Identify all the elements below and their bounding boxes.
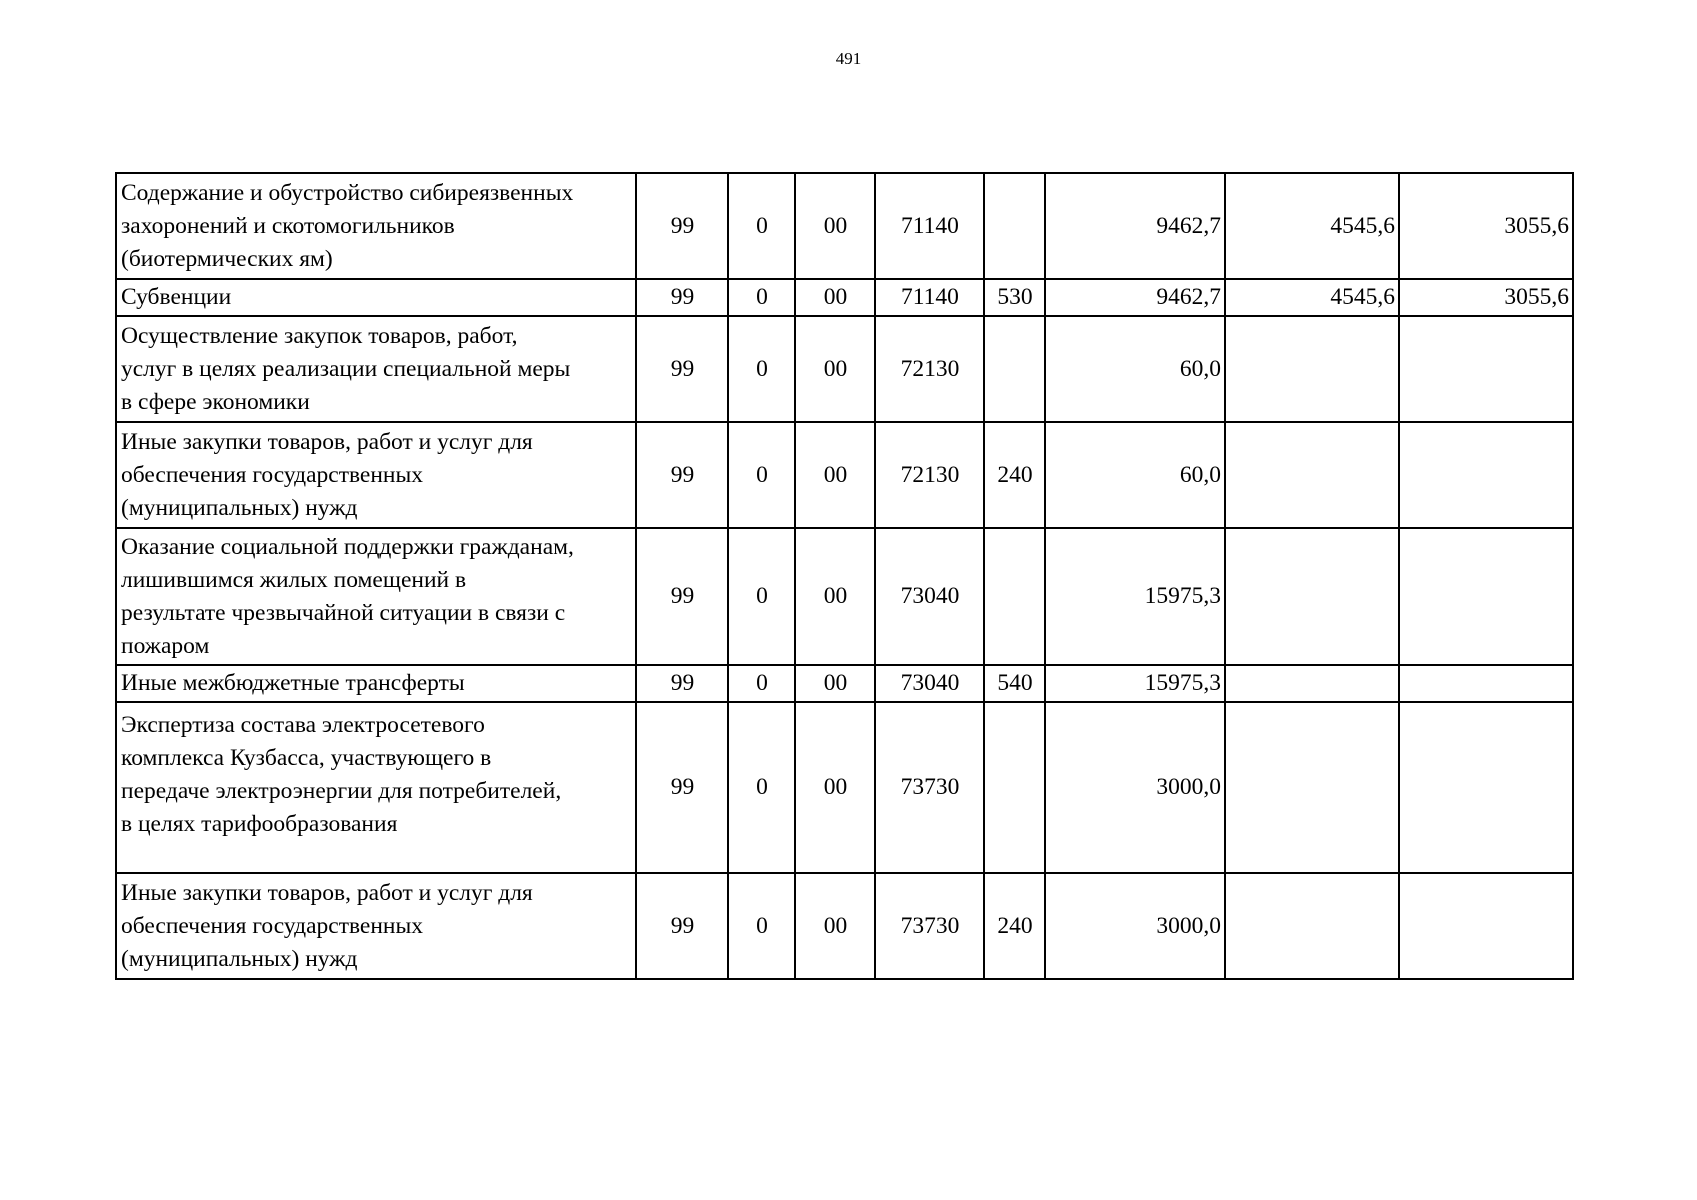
direction-code: 00 <box>795 665 875 702</box>
page-number: 491 <box>835 49 862 68</box>
table-row <box>116 316 1573 422</box>
table-row <box>116 528 1573 665</box>
expense-code: 73040 <box>875 665 984 702</box>
program-code: 99 <box>636 422 728 528</box>
subprogram-code: 0 <box>728 422 795 528</box>
sum-year-2 <box>1225 873 1399 979</box>
subprogram-code: 0 <box>728 279 795 316</box>
sum-year-1: 15975,3 <box>1045 528 1225 665</box>
expense-type: 540 <box>984 665 1045 702</box>
sum-year-1: 3000,0 <box>1045 873 1225 979</box>
direction-code: 00 <box>795 873 875 979</box>
expense-type <box>984 528 1045 665</box>
subprogram-code: 0 <box>728 665 795 702</box>
subprogram-code: 0 <box>728 528 795 665</box>
sum-year-2 <box>1225 316 1399 422</box>
direction-code: 00 <box>795 279 875 316</box>
table-row <box>116 279 1573 316</box>
program-code: 99 <box>636 279 728 316</box>
subprogram-code: 0 <box>728 173 795 279</box>
program-code: 99 <box>636 702 728 873</box>
table-row <box>116 173 1573 279</box>
program-code: 99 <box>636 173 728 279</box>
expense-code: 71140 <box>875 279 984 316</box>
subprogram-code: 0 <box>728 702 795 873</box>
expense-type: 240 <box>984 873 1045 979</box>
sum-year-3 <box>1399 702 1573 873</box>
sum-year-2 <box>1225 528 1399 665</box>
table-row <box>116 665 1573 702</box>
direction-code: 00 <box>795 173 875 279</box>
expense-code: 72130 <box>875 316 984 422</box>
expense-code: 72130 <box>875 422 984 528</box>
expense-type: 240 <box>984 422 1045 528</box>
expense-type <box>984 702 1045 873</box>
sum-year-3 <box>1399 665 1573 702</box>
row-name: Иные закупки товаров, работ и услуг для обеспечения государственных (муниципальных) нужд <box>116 422 636 528</box>
row-name: Иные межбюджетные трансферты <box>116 665 636 702</box>
sum-year-3: 3055,6 <box>1399 279 1573 316</box>
sum-year-1: 15975,3 <box>1045 665 1225 702</box>
sum-year-2 <box>1225 422 1399 528</box>
sum-year-1: 9462,7 <box>1045 279 1225 316</box>
expense-type <box>984 316 1045 422</box>
program-code: 99 <box>636 665 728 702</box>
expense-code: 73040 <box>875 528 984 665</box>
sum-year-3 <box>1399 422 1573 528</box>
program-code: 99 <box>636 528 728 665</box>
table-row <box>116 422 1573 528</box>
direction-code: 00 <box>795 316 875 422</box>
row-name: Экспертиза состава электросетевого комплекса Кузбасса, участвующего в передаче электроэнергии для потребителей, в целях тарифообразования <box>116 702 636 873</box>
program-code: 99 <box>636 316 728 422</box>
table-row <box>116 873 1573 979</box>
row-name: Осуществление закупок товаров, работ, услуг в целях реализации специальной меры в сфере экономики <box>116 316 636 422</box>
expense-type: 530 <box>984 279 1045 316</box>
sum-year-2: 4545,6 <box>1225 279 1399 316</box>
expense-code: 73730 <box>875 702 984 873</box>
program-code: 99 <box>636 873 728 979</box>
table-row <box>116 702 1573 873</box>
row-name: Содержание и обустройство сибиреязвенных захоронений и скотомогильников (биотермических ям) <box>116 173 636 279</box>
row-name: Субвенции <box>116 279 636 316</box>
sum-year-2 <box>1225 702 1399 873</box>
sum-year-1: 9462,7 <box>1045 173 1225 279</box>
sum-year-3 <box>1399 316 1573 422</box>
subprogram-code: 0 <box>728 316 795 422</box>
expense-code: 71140 <box>875 173 984 279</box>
direction-code: 00 <box>795 528 875 665</box>
row-name: Иные закупки товаров, работ и услуг для обеспечения государственных (муниципальных) нужд <box>116 873 636 979</box>
sum-year-1: 60,0 <box>1045 316 1225 422</box>
expense-type <box>984 173 1045 279</box>
expense-code: 73730 <box>875 873 984 979</box>
sum-year-1: 60,0 <box>1045 422 1225 528</box>
subprogram-code: 0 <box>728 873 795 979</box>
direction-code: 00 <box>795 422 875 528</box>
sum-year-2 <box>1225 665 1399 702</box>
sum-year-2: 4545,6 <box>1225 173 1399 279</box>
sum-year-3: 3055,6 <box>1399 173 1573 279</box>
direction-code: 00 <box>795 702 875 873</box>
row-name: Оказание социальной поддержки гражданам, лишившимся жилых помещений в результате чрезвычайной ситуации в связи с пожаром <box>116 528 636 665</box>
sum-year-3 <box>1399 873 1573 979</box>
sum-year-3 <box>1399 528 1573 665</box>
budget-table <box>115 172 1574 980</box>
sum-year-1: 3000,0 <box>1045 702 1225 873</box>
